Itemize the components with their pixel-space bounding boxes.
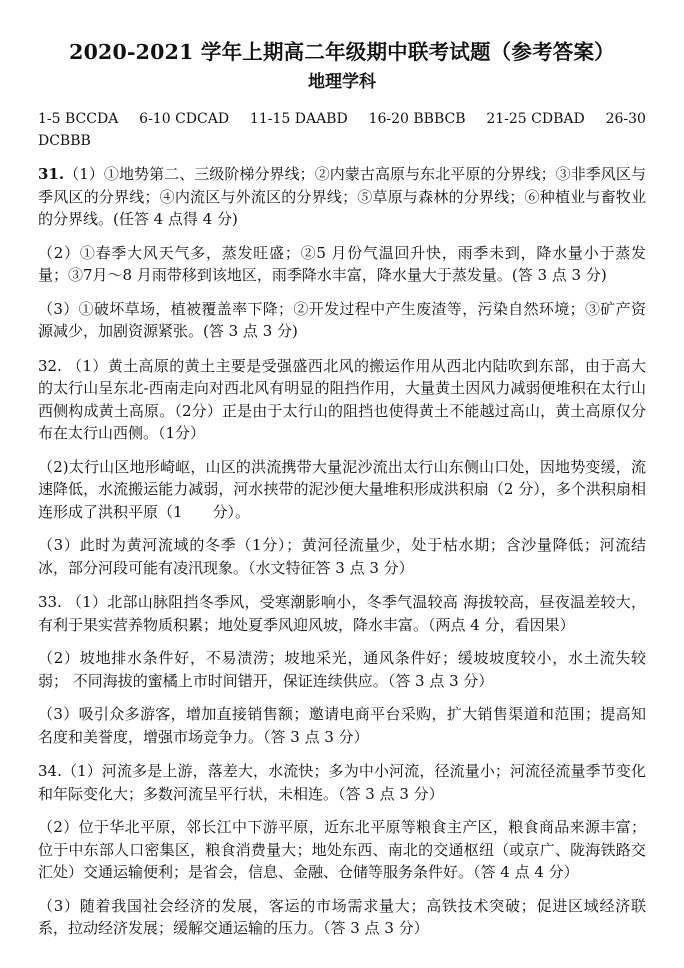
q31-part1 bbox=[38, 163, 646, 231]
choice-group-1-5: 1-5 BCCDA bbox=[38, 111, 119, 127]
q31-part1-text: （1）①地势第二、三级阶梯分界线；②内蒙古高原与东北平原的分界线；③非季风区与季风区的分界线；④内流区与外流区的分界线；⑤草原与森林的分界线；⑥种植业与畜牧业的分界线。(任答 4 点得 4 分) bbox=[38, 165, 646, 228]
choice-group-6-10: 6-10 CDCAD bbox=[139, 111, 230, 127]
q32-part2: （2)太行山区地形崎岖，山区的洪流携带大量泥沙流出太行山东侧山口处，因地势变缓，流速降低，水流搬运能力减弱，河水挟带的泥沙便大量堆积形成洪积扇（2 分），多个洪积扇相连形成了洪积平原（1 分）。 bbox=[38, 457, 646, 521]
choice-group-26-30: 26-30 bbox=[605, 111, 646, 127]
q34-part1: 34.（1）河流多是上游，落差大，水流快；多为中小河流，径流量小；河流径流量季节变化和年际变化大；多数河流呈平行状，未相连。（答 3 点 3 分） bbox=[38, 762, 646, 803]
q33-part3: （3）吸引众多游客，增加直接销售额；邀请电商平台采购，扩大销售渠道和范围；提高知名度和美誉度，增强市场竞争力。（答 3 点 3 分） bbox=[38, 705, 646, 746]
choice-group-11-15: 11-15 DAABD bbox=[249, 111, 348, 127]
q32-part3: （3）此时为黄河流域的冬季（1分）；黄河径流量少，处于枯水期；含沙量降低；河流结冰，部分河段可能有凌汛现象。（水文特征答 3 点 3 分） bbox=[38, 536, 646, 577]
choice-answer-tail: DCBBB bbox=[38, 133, 91, 149]
choice-answers bbox=[38, 108, 646, 151]
q34-part3: （3）随着我国社会经济的发展，客运的市场需求量大；高铁技术突破；促进区域经济联系，拉动经济发展；缓解交通运输的压力。（答 3 点 3 分） bbox=[38, 896, 646, 937]
q31-number: 31. bbox=[38, 165, 65, 183]
q33-part1: 33. （1）北部山脉阻挡冬季风，受寒潮影响小，冬季气温较高 海拔较高，昼夜温差较大， 有利于果实营养物质积累；地处夏季风迎风坡，降水丰富。（两点 4 分，看因果） bbox=[38, 593, 646, 634]
page-title: 2020-2021 学年上期高二年级期中联考试题（参考答案） bbox=[69, 40, 615, 64]
page-subtitle: 地理学科 bbox=[308, 72, 376, 92]
choice-group-16-20: 16-20 BBBCB bbox=[368, 111, 466, 127]
q31-part2: （2）①春季大风天气多，蒸发旺盛；②5 月份气温回升快，雨季未到，降水量小于蒸发量；③7月～8 月雨带移到该地区，雨季降水丰富，降水量大于蒸发量。(答 3 点 3 分) bbox=[38, 243, 646, 284]
choice-answer-row bbox=[38, 108, 646, 131]
q33-part2: （2）坡地排水条件好，不易渍涝；坡地采光，通风条件好；缓坡坡度较小，水土流失较弱； 不同海拔的蜜橘上市时间错开，保证连续供应。（答 3 点 3 分） bbox=[38, 649, 646, 690]
q31-part3: （3）①破坏草场，植被覆盖率下降；②开发过程中产生废渣等，污染自然环境；③矿产资源减少，加剧资源紧张。(答 3 点 3 分) bbox=[38, 299, 646, 340]
choice-group-21-25: 21-25 CDBAD bbox=[486, 111, 585, 127]
q32-part1: 32. （1）黄土高原的黄土主要是受强盛西北风的搬运作用从西北内陆吹到东部，由于高大的太行山呈东北-西南走向对西北风有明显的阻挡作用，大量黄土因风力减弱便堆积在太行山西侧构成黄土高原。（2分）正是由于太行山的阻挡也使得黄土不能越过高山，黄土高原仅分布在太行山西侧。（1分） bbox=[38, 356, 646, 442]
q34-part2: （2）位于华北平原，邻长江中下游平原，近东北平原等粮食主产区，粮食商品来源丰富；位于中东部人口密集区，粮食消费量大；地处东西、南北的交通枢纽（或京广、陇海铁路交汇处）交通运输便利；是省会，信息、金融、仓储等服务条件好。（答 4 点 4 分） bbox=[38, 818, 646, 881]
